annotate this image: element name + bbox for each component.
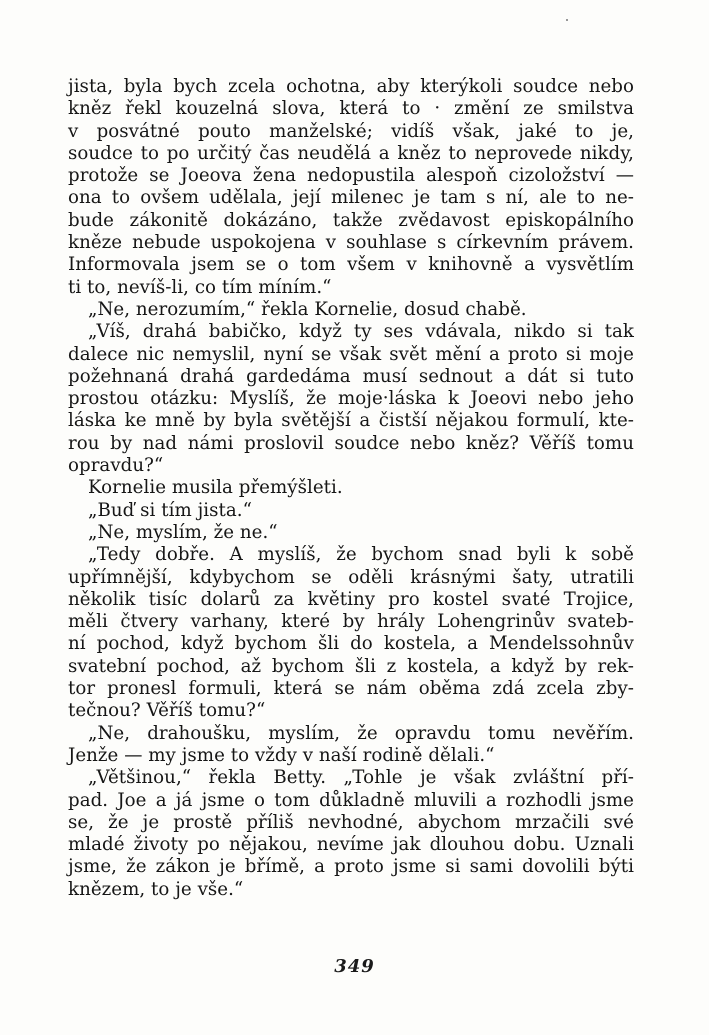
text-line: ní pochod, když bychom šli do kostela, a Mendelssohnův — [68, 633, 634, 655]
text-line: několik tisíc dolarů za květiny pro kostel svaté Trojice, — [68, 588, 634, 610]
scan-speck — [566, 19, 568, 21]
text-line: kněze nebude uspokojena v souhlase s církevním právem. — [68, 232, 634, 254]
text-line: rou by nad námi proslovil soudce nebo kněz? Věříš tomu — [68, 432, 634, 454]
text-line: „Tedy dobře. A myslíš, že bychom snad byli k sobě — [88, 544, 634, 566]
text-line: Kornelie musila přemýšleti. — [88, 477, 343, 499]
text-line: prostou otázku: Myslíš, že moje·láska k Joeovi nebo jeho — [68, 388, 634, 410]
text-line: knězem, to je vše.“ — [68, 878, 244, 900]
text-line: upřímnější, kdybychom se oděli krásnými šaty, utratili — [68, 566, 634, 588]
text-line: ona to ovšem udělala, její milenec je tam s ní, ale to ne- — [68, 187, 634, 209]
page-number: 349 — [334, 956, 375, 977]
text-line: dalece nic nemyslil, nyní se však svět mění a proto si moje — [68, 343, 634, 365]
body-text — [68, 76, 634, 901]
text-line: mladé životy po nějakou, nevíme jak dlouhou dobu. Uznali — [68, 834, 634, 856]
text-line: svatební pochod, až bychom šli z kostela, a když by rek- — [68, 655, 634, 677]
text-line: tečnou? Věříš tomu?“ — [68, 700, 266, 722]
text-line: „Ne, drahoušku, myslím, že opravdu tomu nevěřím. — [88, 722, 634, 744]
text-line: jista, byla bych zcela ochotna, aby kterýkoli soudce nebo — [68, 76, 634, 97]
text-line: v posvátné pouto manželské; vidíš však, jaké to je, — [68, 120, 634, 142]
text-line: pad. Joe a já jsme o tom důkladně mluvili a rozhodli jsme — [68, 789, 634, 811]
text-line: „Ne, nerozumím,“ řekla Kornelie, dosud chabě. — [88, 298, 527, 320]
text-line: „Ne, myslím, že ne.“ — [88, 521, 278, 543]
text-line: měli čtvery varhany, které by hrály Lohengrinův svateb- — [68, 611, 634, 633]
text-line: láska ke mně by byla světější a čistší nějakou formulí, kte- — [68, 410, 634, 432]
text-line: opravdu?“ — [68, 455, 164, 477]
text-line: kněz řekl kouzelná slova, která to · změní ze smilstva — [68, 98, 634, 120]
text-line: Informovala jsem se o tom všem v knihovně a vysvětlím — [68, 254, 634, 276]
text-line: „Víš, drahá babičko, když ty ses vdávala, nikdo si tak — [88, 321, 634, 343]
text-line: soudce to po určitý čas neudělá a kněz to neprovede nikdy, — [68, 142, 634, 164]
text-line: Jenže — my jsme to vždy v naší rodině dělali.“ — [68, 744, 495, 766]
text-line: „Většinou,“ řekla Betty. „Tohle je však zvláštní pří- — [88, 767, 634, 789]
text-line: „Buď si tím jista.“ — [88, 499, 252, 521]
text-line: ti to, nevíš-li, co tím míním.“ — [68, 276, 332, 298]
text-line: protože se Joeova žena nedopustila alespoň cizoložství — — [68, 165, 634, 187]
text-line: tor pronesl formuli, která se nám oběma zdá zcela zby- — [68, 678, 634, 700]
text-line: bude zákonitě dokázáno, takže zvědavost episkopálního — [68, 209, 634, 231]
text-line: požehnaná drahá gardedáma musí sednout a dát si tuto — [68, 365, 634, 387]
text-line: jsme, že zákon je břímě, a proto jsme si sami dovolili býti — [68, 856, 634, 878]
text-line: se, že je prostě příliš nevhodné, abychom mrzačili své — [68, 811, 634, 833]
